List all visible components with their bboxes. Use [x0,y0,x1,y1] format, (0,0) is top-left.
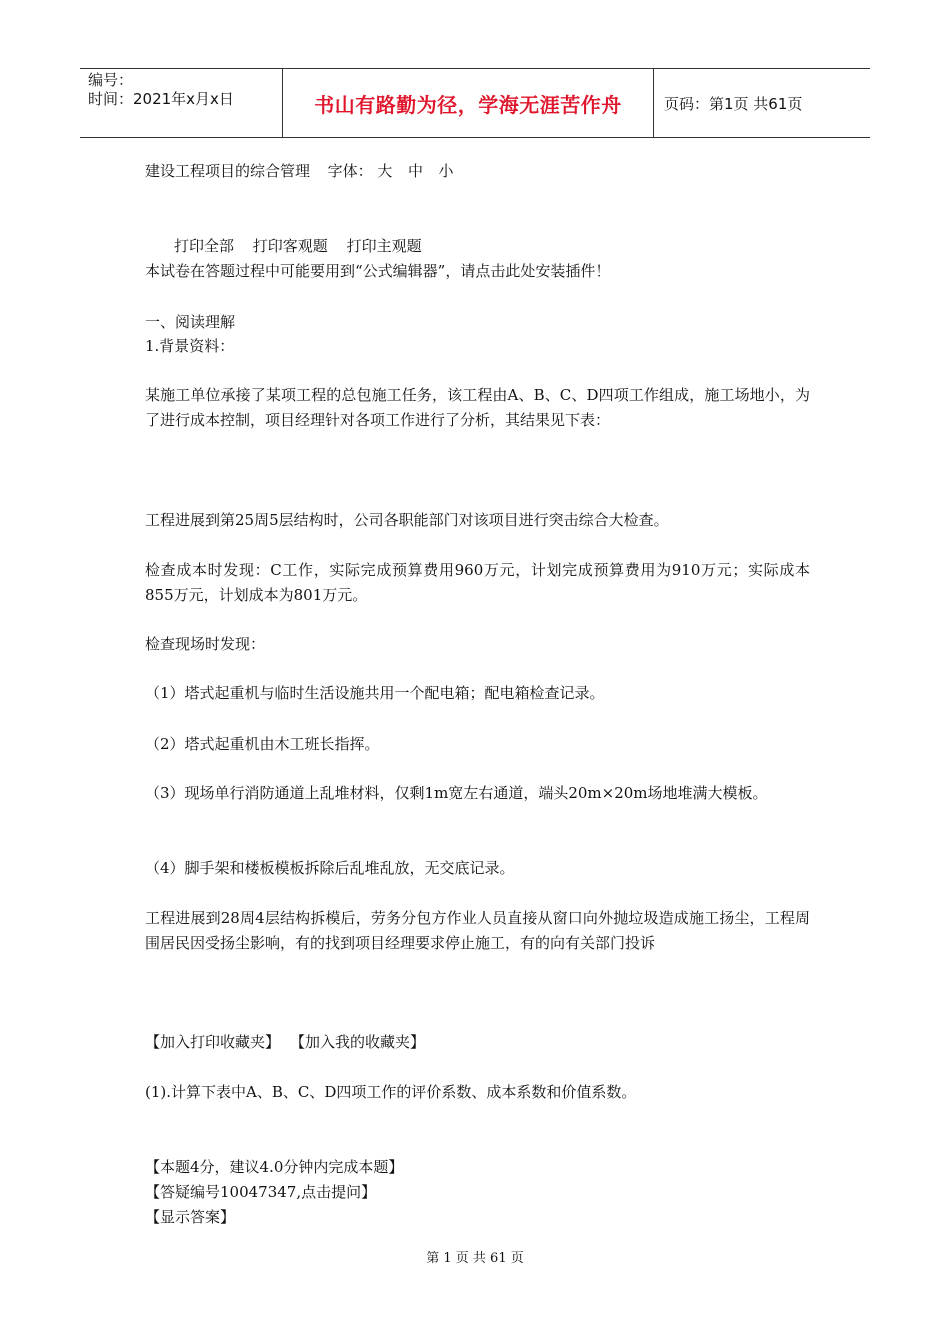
sub-question: (1).计算下表中A、B、C、D四项工作的评价系数、成本系数和价值系数。 [145,1083,637,1101]
font-size-large-button[interactable]: 大 [377,162,393,180]
plugin-install-link[interactable]: 本试卷在答题过程中可能要用到“公式编辑器”，请点击此处安装插件！ [145,262,611,280]
finding-item-4: （4）脚手架和楼板模板拆除后乱堆乱放，无交底记录。 [145,859,515,877]
doc-title: 建设工程项目的综合管理 [145,162,311,180]
print-objective-link[interactable]: 打印客观题 [252,237,328,255]
doc-time-label: 时间：2021年x月x日 [88,90,234,108]
font-size-label: 字体： [327,162,373,180]
page-footer: 第 1 页 共 61 页 [426,1251,524,1266]
font-size-small-button[interactable]: 小 [438,162,454,180]
show-answer-button[interactable]: 【显示答案】 [145,1208,236,1226]
ask-question-link[interactable]: 【答疑编号10047347,点击提问】 [145,1183,377,1201]
add-my-favorites-link[interactable]: 【加入我的收藏夹】 [290,1033,426,1051]
score-note: 【本题4分，建议4.0分钟内完成本题】 [145,1158,404,1176]
finding-item-2: （2）塔式起重机由木工班长指挥。 [145,735,380,753]
finding-item-1: （1）塔式起重机与临时生活设施共用一个配电箱；配电箱检查记录。 [145,684,605,702]
background-paragraph-5: 工程进展到28周4层结构拆模后，劳务分包方作业人员直接从窗口向外抛垃圾造成施工扬尘，工程周围居民因受扬尘影响，有的找到项目经理要求停止施工，有的向有关部门投诉 [145,909,810,952]
header-meta [80,69,282,137]
print-all-link[interactable]: 打印全部 [174,237,235,255]
background-paragraph-3: 检查成本时发现：C工作，实际完成预算费用960万元，计划完成预算费用为910万元；实际成本855万元，计划成本为801万元。 [145,561,810,604]
background-paragraph-2: 工程进展到第25周5层结构时，公司各职能部门对该项目进行突击综合大检查。 [145,511,669,529]
favorites-line [145,1031,425,1053]
section-heading: 一、阅读理解 [145,313,236,331]
header-motto-cell [282,69,654,137]
background-paragraph-4: 检查现场时发现： [145,635,266,653]
finding-item-3: （3）现场单行消防通道上乱堆材料，仅剩1m宽左右通道，端头20m×20m场地堆满大模板。 [145,784,768,802]
background-paragraph-1: 某施工单位承接了某项工程的总包施工任务，该工程由A、B、C、D四项工作组成，施工场地小，为了进行成本控制，项目经理针对各项工作进行了分析，其结果见下表： [145,386,810,429]
font-size-medium-button[interactable]: 中 [407,162,423,180]
header-motto: 书山有路勤为径，学海无涯苦作舟 [314,92,622,117]
page-header [80,68,870,138]
question-heading: 1.背景资料： [145,337,235,355]
add-print-favorites-link[interactable]: 【加入打印收藏夹】 [145,1033,281,1051]
print-links [174,235,422,257]
doc-number-label: 编号： [88,71,134,89]
title-line [145,160,454,182]
print-subjective-link[interactable]: 打印主观题 [346,237,422,255]
header-page-info: 页码：第1页 共61页 [664,94,803,113]
